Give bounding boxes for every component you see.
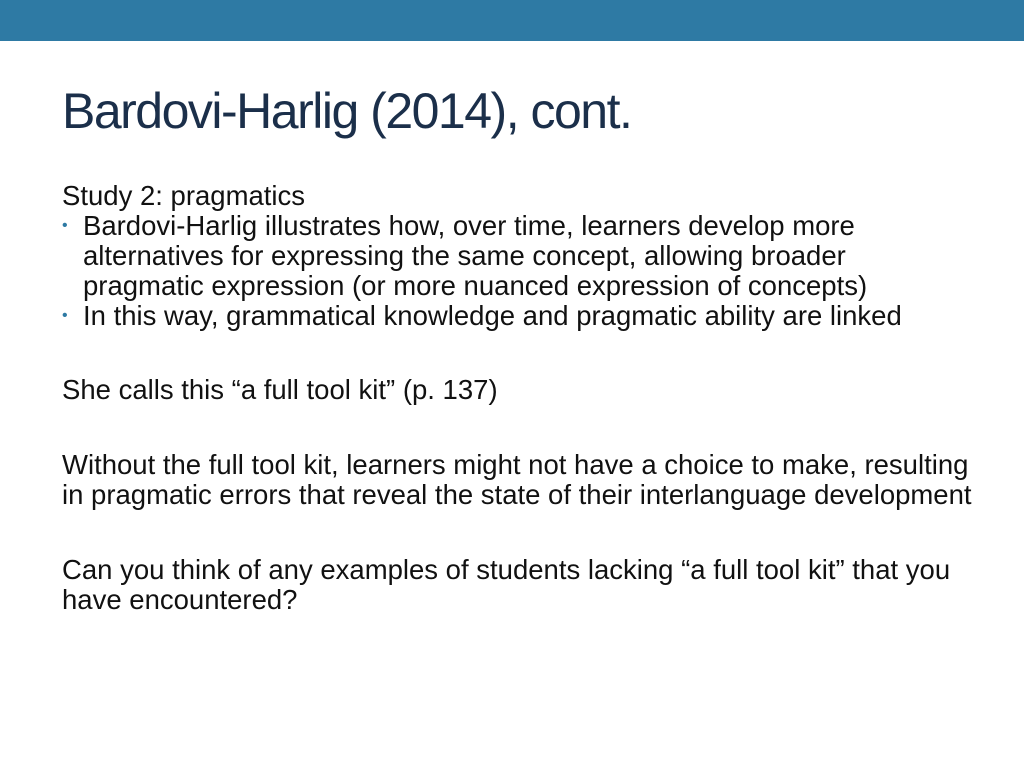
paragraph-tool-kit: She calls this “a full tool kit” (p. 137) bbox=[62, 374, 498, 405]
bullet-icon: • bbox=[62, 307, 68, 324]
bullet-item bbox=[62, 211, 972, 301]
study-heading: Study 2: pragmatics bbox=[62, 180, 306, 211]
bullet-item bbox=[62, 301, 972, 331]
top-accent-bar bbox=[0, 0, 1024, 41]
slide-title: Bardovi-Harlig (2014), cont. bbox=[62, 83, 632, 139]
paragraph-without-tool-kit: Without the full tool kit, learners might not have a choice to make, resulting in pragmatic errors that reveal the state of their interlanguage development bbox=[62, 449, 972, 510]
bullet-text: In this way, grammatical knowledge and pragmatic ability are linked bbox=[83, 300, 902, 331]
slide-body bbox=[62, 181, 972, 615]
paragraph-question: Can you think of any examples of students lacking “a full tool kit” that you have encountered? bbox=[62, 554, 951, 615]
bullet-icon: • bbox=[62, 217, 68, 234]
bullet-text: Bardovi-Harlig illustrates how, over time, learners develop more alternatives for expressing the same concept, allowing broader pragmatic expression (or more nuanced expression of concepts) bbox=[83, 210, 868, 301]
